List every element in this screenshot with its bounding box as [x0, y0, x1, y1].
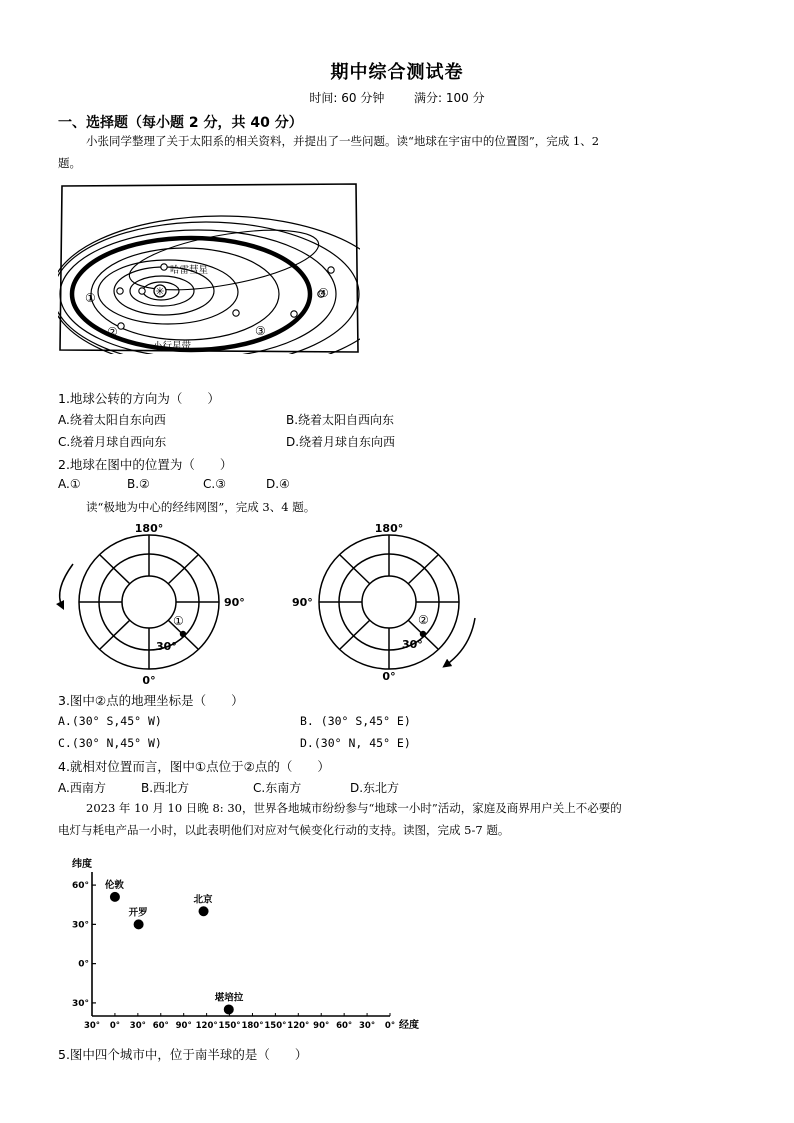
intro1-line2: 题。	[58, 156, 81, 170]
q4-option-c: C.东南方	[253, 781, 302, 795]
marker-1: ①	[85, 291, 96, 305]
svg-text:✳: ✳	[155, 285, 165, 298]
x-tick-label: 30°	[129, 1021, 146, 1031]
q2-option-b: B.②	[127, 477, 150, 491]
y-tick-label: 60°	[71, 881, 89, 892]
q2-stem: 2.地球在图中的位置为（ ）	[58, 457, 233, 472]
section-heading: 一、选择题（每小题 2 分，共 40 分）	[58, 115, 303, 131]
polar-map-left	[60, 535, 219, 669]
x-tick-label: 90°	[175, 1021, 192, 1031]
city-point	[134, 919, 144, 929]
x-tick-label: 0°	[384, 1021, 396, 1031]
q3-option-a: A.(30° S,45° W)	[58, 714, 162, 728]
label-comet: 哈雷彗星	[170, 265, 209, 276]
city-point	[224, 1004, 234, 1014]
q3-option-c: C.(30° N,45° W)	[58, 736, 162, 750]
q4-option-d: D.东北方	[350, 781, 400, 795]
x-tick-label: 120°	[287, 1021, 310, 1031]
marker-4: ④	[318, 286, 329, 300]
y-axis-label: 纬度	[72, 859, 92, 870]
right-label-0: 0°	[382, 670, 396, 683]
polar-graticule-figure	[52, 520, 482, 688]
x-tick-label: 150°	[218, 1021, 241, 1031]
right-label-90: 90°	[292, 596, 313, 609]
page-title: 期中综合测试卷	[330, 62, 464, 83]
right-label-180: 180°	[374, 522, 404, 535]
left-label-90: 90°	[224, 596, 245, 609]
city-label: 北京	[193, 894, 213, 906]
q2-option-c: C.③	[203, 477, 226, 491]
intro2: 读“极地为中心的经纬网图”，完成 3、4 题。	[86, 500, 316, 514]
x-tick-label: 30°	[359, 1021, 376, 1031]
solar-system-figure	[58, 182, 360, 354]
y-tick-label: 0°	[78, 959, 89, 970]
x-tick-label: 30°	[83, 1021, 101, 1031]
q1-option-d: D.绕着月球自东向西	[286, 435, 396, 449]
q2-option-d: D.④	[266, 477, 290, 491]
left-label-180: 180°	[134, 522, 164, 535]
right-point-marker: ②	[418, 613, 429, 627]
q5-stem: 5.图中四个城市中，位于南半球的是（ ）	[58, 1047, 308, 1062]
x-tick-label: 60°	[152, 1021, 169, 1031]
q3-option-d: D.(30° N, 45° E)	[300, 736, 411, 750]
q1-stem: 1.地球公转的方向为（ ）	[58, 391, 220, 406]
q2-option-a: A.①	[58, 477, 81, 491]
intro1-line1: 小张同学整理了关于太阳系的相关资料，并提出了一些问题。读“地球在宇宙中的位置图”，完成 1、2	[86, 134, 600, 148]
intro3-line1: 2023 年 10 月 10 日晚 8: 30，世界各地城市纷纷参与“地球一小时”活动，家庭及商界用户关上不必要的	[86, 801, 622, 815]
q4-stem: 4.就相对位置而言，图中①点位于②点的（ ）	[58, 759, 330, 774]
sun-icon	[154, 285, 166, 298]
x-tick-label: 0°	[109, 1021, 121, 1031]
q1-option-a: A.绕着太阳自东向西	[58, 413, 166, 427]
x-tick-label: 60°	[336, 1021, 353, 1031]
polar-map-right	[319, 535, 475, 669]
label-asteroid-belt: 小行星带	[153, 341, 192, 352]
exam-score: 满分: 100 分	[414, 91, 485, 105]
marker-3: ③	[255, 324, 266, 338]
x-tick-label: 180°	[241, 1021, 264, 1031]
q3-option-b: B. (30° S,45° E)	[300, 714, 411, 728]
left-label-0: 0°	[142, 674, 156, 687]
intro3-line2: 电灯与耗电产品一小时，以此表明他们对应对气候变化行动的支持。读图，完成 5-7 题。	[58, 823, 510, 837]
city-location-chart	[66, 852, 428, 1036]
x-axis-label: 经度	[399, 1020, 419, 1031]
x-tick-label: 120°	[195, 1021, 218, 1031]
exam-meta	[0, 89, 794, 106]
city-label: 伦敦	[104, 879, 124, 891]
x-tick-label: 150°	[264, 1021, 287, 1031]
y-tick-label: 30°	[71, 920, 89, 931]
exam-time: 时间: 60 分钟	[309, 91, 385, 105]
city-label: 堪培拉	[214, 992, 244, 1004]
city-label: 开罗	[128, 907, 148, 919]
q1-option-b: B.绕着太阳自西向东	[286, 413, 395, 427]
q4-option-b: B.西北方	[141, 781, 190, 795]
right-label-30: 30°	[402, 638, 423, 651]
marker-2: ②	[107, 325, 118, 339]
q4-option-a: A.西南方	[58, 781, 106, 795]
city-point	[199, 906, 209, 916]
city-point	[110, 892, 120, 902]
y-tick-label: 30°	[71, 998, 89, 1009]
x-tick-label: 90°	[313, 1021, 330, 1031]
left-point-marker: ①	[173, 614, 184, 628]
q1-option-c: C.绕着月球自西向东	[58, 435, 167, 449]
left-label-30: 30°	[156, 640, 177, 653]
q3-stem: 3.图中②点的地理坐标是（ ）	[58, 693, 244, 708]
